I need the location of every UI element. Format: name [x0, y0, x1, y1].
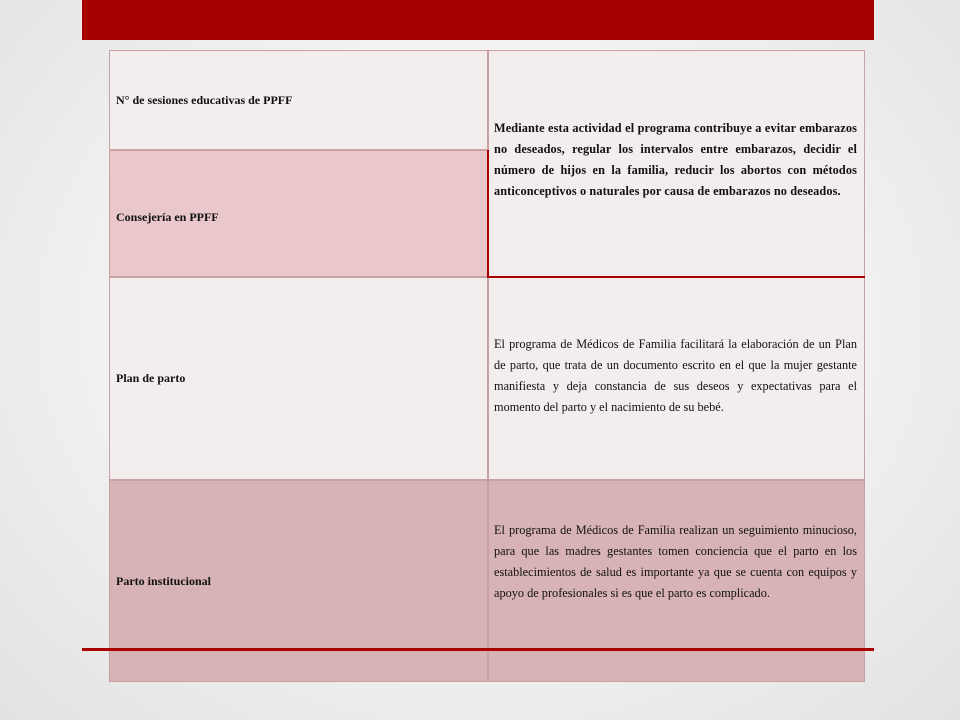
table-cell-parto-institucional-description	[488, 480, 865, 650]
description-text: El programa de Médicos de Familia facilitará la elaboración de un Plan de parto, que trata de un documento escrito en el que la mujer gestante manifiesta y deja constancia de sus deseos y expectativas para el momento del parto y el nacimiento de su bebé.	[494, 336, 857, 414]
description-text: Mediante esta actividad el programa contribuye a evitar embarazos no deseados, regular los intervalos entre embarazos, decidir el número de hijos en la familia, reducir los abortos con métodos anticonceptivos o naturales por causa de embarazos no deseados.	[494, 120, 857, 198]
merged-cell-left-border	[487, 150, 489, 277]
merged-cell-bottom-border	[487, 276, 865, 278]
table-cell-plan-parto-description	[488, 277, 865, 480]
bottom-accent-rule	[82, 648, 874, 651]
header-accent-bar	[82, 0, 874, 40]
table-row-empty-label	[109, 650, 488, 682]
table-row-plan-parto-label	[109, 277, 488, 480]
table-row-sesiones-label	[109, 50, 488, 150]
row-label: Parto institucional	[116, 573, 211, 588]
table-row-consejeria-label	[109, 150, 488, 277]
row-label: Plan de parto	[116, 371, 186, 385]
table-cell-empty-description	[488, 650, 865, 682]
row-label: Consejería en PPFF	[116, 210, 219, 224]
description-text: El programa de Médicos de Familia realizan un seguimiento minucioso, para que las madres gestantes tomen conciencia que el parto en los establecimientos de salud es importante ya que se cuenta con equipos y apoyo de profesionales si es que el parto es complicado.	[494, 523, 857, 600]
row-label: N° de sesiones educativas de PPFF	[116, 92, 293, 107]
table-row-parto-institucional-label	[109, 480, 488, 650]
activities-table	[109, 50, 865, 682]
table-cell-ppff-description	[488, 50, 865, 277]
